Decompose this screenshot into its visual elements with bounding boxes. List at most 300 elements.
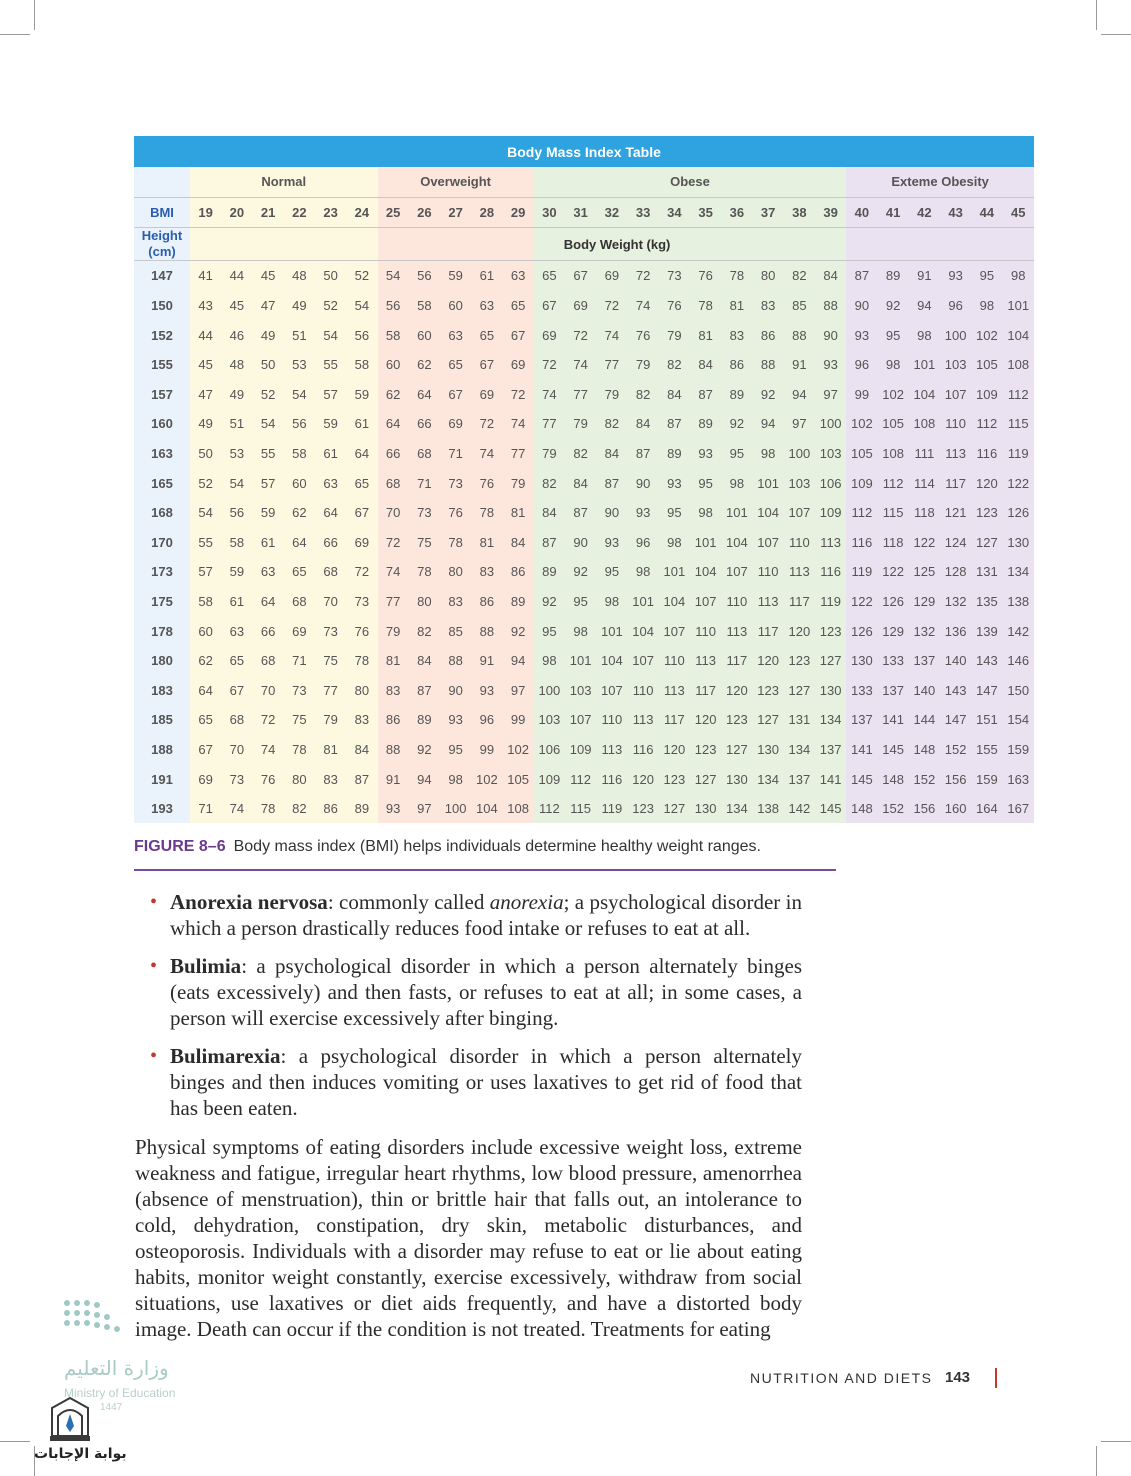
- bmi-value: 23: [315, 197, 346, 228]
- weight-cell: 65: [346, 468, 377, 498]
- weight-cell: 93: [596, 528, 627, 558]
- weight-cell: 148: [878, 764, 909, 794]
- weight-cell: 82: [596, 409, 627, 439]
- weight-cell: 101: [721, 498, 752, 528]
- weight-cell: 154: [1003, 705, 1035, 735]
- weight-cell: 117: [690, 676, 721, 706]
- weight-cell: 138: [1003, 587, 1035, 617]
- weight-cell: 45: [190, 350, 221, 380]
- weight-cell: 89: [409, 705, 440, 735]
- weight-cell: 159: [971, 764, 1002, 794]
- weight-cell: 102: [846, 409, 877, 439]
- weight-cell: 104: [596, 646, 627, 676]
- height-value: 180: [134, 646, 190, 676]
- bmi-value: 42: [909, 197, 940, 228]
- weight-cell: 73: [315, 616, 346, 646]
- weight-cell: 74: [565, 350, 596, 380]
- weight-cell: 84: [346, 735, 377, 765]
- weight-cell: 77: [315, 676, 346, 706]
- weight-cell: 135: [971, 587, 1002, 617]
- weight-cell: 127: [815, 646, 846, 676]
- list-item: [150, 953, 802, 1031]
- weight-cell: 69: [503, 350, 534, 380]
- weight-cell: 79: [315, 705, 346, 735]
- units-row: [134, 228, 1034, 261]
- weight-cell: 122: [1003, 468, 1035, 498]
- table-title: Body Mass Index Table: [134, 136, 1034, 167]
- weight-cell: 78: [284, 735, 315, 765]
- weight-cell: 99: [503, 705, 534, 735]
- bullet-icon: •: [150, 891, 158, 913]
- weight-cell: 78: [409, 557, 440, 587]
- crop-mark: [1101, 1441, 1131, 1442]
- weight-cell: 71: [440, 439, 471, 469]
- weight-cell: 109: [815, 498, 846, 528]
- weight-cell: 127: [690, 764, 721, 794]
- weight-cell: 98: [721, 468, 752, 498]
- weight-cell: 55: [190, 528, 221, 558]
- weight-cell: 47: [190, 380, 221, 410]
- weight-cell: 59: [253, 498, 284, 528]
- weight-cell: 58: [221, 528, 252, 558]
- weight-cell: 67: [346, 498, 377, 528]
- weight-cell: 88: [784, 320, 815, 350]
- weight-cell: 61: [221, 587, 252, 617]
- weight-cell: 93: [815, 350, 846, 380]
- weight-cell: 69: [471, 380, 502, 410]
- weight-cell: 69: [190, 764, 221, 794]
- weight-cell: 95: [659, 498, 690, 528]
- weight-cell: 117: [659, 705, 690, 735]
- weight-cell: 89: [721, 380, 752, 410]
- weight-cell: 54: [378, 261, 409, 291]
- weight-cell: 66: [409, 409, 440, 439]
- bmi-row: [134, 197, 1034, 228]
- weight-cell: 107: [753, 528, 784, 558]
- caption-text: Body mass index (BMI) helps individuals determine healthy weight ranges.: [233, 838, 761, 855]
- weight-cell: 118: [878, 528, 909, 558]
- weight-cell: 83: [753, 291, 784, 321]
- weight-cell: 122: [878, 557, 909, 587]
- category-normal: Normal: [190, 167, 378, 197]
- table-row: [134, 498, 1034, 528]
- bmi-value: 39: [815, 197, 846, 228]
- weight-cell: 100: [440, 794, 471, 824]
- weight-cell: 120: [784, 616, 815, 646]
- bmi-value: 29: [503, 197, 534, 228]
- weight-cell: 70: [221, 735, 252, 765]
- weight-cell: 68: [378, 468, 409, 498]
- weight-cell: 67: [190, 735, 221, 765]
- weight-cell: 63: [253, 557, 284, 587]
- weight-cell: 120: [659, 735, 690, 765]
- weight-cell: 80: [346, 676, 377, 706]
- weight-cell: 115: [1003, 409, 1035, 439]
- weight-cell: 143: [971, 646, 1002, 676]
- weight-cell: 45: [253, 261, 284, 291]
- weight-cell: 69: [596, 261, 627, 291]
- weight-cell: 110: [721, 587, 752, 617]
- weight-cell: 121: [940, 498, 971, 528]
- weight-cell: 127: [659, 794, 690, 824]
- weight-cell: 73: [659, 261, 690, 291]
- weight-cell: 81: [503, 498, 534, 528]
- weight-cell: 74: [503, 409, 534, 439]
- weight-cell: 82: [284, 794, 315, 824]
- weight-cell: 120: [721, 676, 752, 706]
- bmi-table: [134, 136, 1034, 823]
- weight-cell: 77: [565, 380, 596, 410]
- weight-cell: 93: [440, 705, 471, 735]
- weight-cell: 87: [596, 468, 627, 498]
- bmi-value: 43: [940, 197, 971, 228]
- weight-cell: 119: [846, 557, 877, 587]
- crop-mark: [34, 0, 35, 30]
- weight-cell: 129: [878, 616, 909, 646]
- crop-mark: [0, 1441, 30, 1442]
- weight-cell: 95: [721, 439, 752, 469]
- definition-text: ; a psychological disorder in which a person drastically reduces food intake or refuses to eat at all.: [170, 890, 803, 940]
- weight-cell: 50: [190, 439, 221, 469]
- weight-cell: 109: [971, 380, 1002, 410]
- weight-cell: 76: [253, 764, 284, 794]
- weight-cell: 87: [659, 409, 690, 439]
- weight-cell: 67: [534, 291, 565, 321]
- weight-cell: 151: [971, 705, 1002, 735]
- table-row: [134, 764, 1034, 794]
- weight-cell: 69: [284, 616, 315, 646]
- weight-cell: 108: [1003, 350, 1035, 380]
- category-obese: Obese: [534, 167, 847, 197]
- weight-cell: 101: [565, 646, 596, 676]
- weight-cell: 93: [940, 261, 971, 291]
- weight-cell: 87: [846, 261, 877, 291]
- weight-cell: 113: [659, 676, 690, 706]
- weight-cell: 81: [378, 646, 409, 676]
- table-row: [134, 320, 1034, 350]
- height-value: 147: [134, 261, 190, 291]
- weight-cell: 63: [503, 261, 534, 291]
- weight-cell: 53: [221, 439, 252, 469]
- weight-cell: 98: [440, 764, 471, 794]
- weight-cell: 112: [1003, 380, 1035, 410]
- weight-cell: 88: [378, 735, 409, 765]
- weight-cell: 99: [471, 735, 502, 765]
- weight-cell: 107: [690, 587, 721, 617]
- weight-cell: 103: [565, 676, 596, 706]
- bullet-icon: •: [150, 1045, 158, 1067]
- bmi-value: 25: [378, 197, 409, 228]
- weight-cell: 98: [534, 646, 565, 676]
- weight-cell: 82: [409, 616, 440, 646]
- weight-cell: 141: [815, 764, 846, 794]
- table-row: [134, 291, 1034, 321]
- weight-cell: 77: [503, 439, 534, 469]
- weight-cell: 56: [284, 409, 315, 439]
- weight-cell: 107: [659, 616, 690, 646]
- weight-cell: 83: [315, 764, 346, 794]
- weight-cell: 73: [440, 468, 471, 498]
- weight-cell: 77: [378, 587, 409, 617]
- weight-cell: 49: [253, 320, 284, 350]
- weight-cell: 123: [971, 498, 1002, 528]
- weight-cell: 77: [596, 350, 627, 380]
- weight-cell: 73: [346, 587, 377, 617]
- weight-cell: 142: [784, 794, 815, 824]
- emphasis-text: anorexia: [489, 890, 564, 914]
- weight-cell: 120: [690, 705, 721, 735]
- weight-cell: 134: [1003, 557, 1035, 587]
- weight-cell: 79: [659, 320, 690, 350]
- weight-cell: 116: [596, 764, 627, 794]
- weight-cell: 84: [659, 380, 690, 410]
- weight-cell: 126: [846, 616, 877, 646]
- bmi-value: 31: [565, 197, 596, 228]
- weight-cell: 62: [284, 498, 315, 528]
- weight-cell: 63: [440, 320, 471, 350]
- weight-cell: 137: [909, 646, 940, 676]
- weight-cell: 81: [690, 320, 721, 350]
- weight-cell: 104: [753, 498, 784, 528]
- weight-cell: 123: [784, 646, 815, 676]
- weight-cell: 110: [753, 557, 784, 587]
- weight-cell: 107: [721, 557, 752, 587]
- weight-cell: 98: [753, 439, 784, 469]
- weight-cell: 51: [284, 320, 315, 350]
- weight-cell: 54: [315, 320, 346, 350]
- weight-cell: 106: [815, 468, 846, 498]
- weight-cell: 86: [471, 587, 502, 617]
- table-row: [134, 735, 1034, 765]
- weight-cell: 123: [815, 616, 846, 646]
- weight-cell: 61: [253, 528, 284, 558]
- weight-cell: 44: [190, 320, 221, 350]
- category-row: [134, 167, 1034, 197]
- weight-cell: 100: [815, 409, 846, 439]
- weight-cell: 74: [471, 439, 502, 469]
- category-label-blank: [134, 167, 190, 197]
- weight-cell: 95: [878, 320, 909, 350]
- weight-cell: 41: [190, 261, 221, 291]
- weight-cell: 118: [909, 498, 940, 528]
- weight-cell: 112: [971, 409, 1002, 439]
- weight-cell: 51: [221, 409, 252, 439]
- weight-cell: 58: [409, 291, 440, 321]
- bullet-icon: •: [150, 955, 158, 977]
- weight-cell: 96: [628, 528, 659, 558]
- weight-cell: 147: [971, 676, 1002, 706]
- weight-cell: 98: [971, 291, 1002, 321]
- weight-cell: 60: [378, 350, 409, 380]
- weight-cell: 50: [315, 261, 346, 291]
- bmi-table-figure: [134, 136, 1034, 823]
- weight-cell: 100: [940, 320, 971, 350]
- crop-mark: [0, 34, 30, 35]
- weight-cell: 107: [940, 380, 971, 410]
- weight-cell: 83: [378, 676, 409, 706]
- weight-cell: 113: [690, 646, 721, 676]
- weight-cell: 56: [378, 291, 409, 321]
- weight-cell: 148: [909, 735, 940, 765]
- weight-cell: 108: [503, 794, 534, 824]
- weight-cell: 110: [659, 646, 690, 676]
- weight-cell: 78: [471, 498, 502, 528]
- weight-cell: 108: [878, 439, 909, 469]
- weight-cell: 82: [784, 261, 815, 291]
- weight-cell: 65: [503, 291, 534, 321]
- bmi-value: 32: [596, 197, 627, 228]
- weight-cell: 114: [909, 468, 940, 498]
- weight-cell: 102: [878, 380, 909, 410]
- height-value: 155: [134, 350, 190, 380]
- site-logo-icon: [48, 1396, 92, 1444]
- weight-cell: 117: [940, 468, 971, 498]
- bmi-value: 28: [471, 197, 502, 228]
- weight-cell: 91: [909, 261, 940, 291]
- weight-cell: 57: [190, 557, 221, 587]
- height-value: 191: [134, 764, 190, 794]
- weight-cell: 98: [878, 350, 909, 380]
- weight-cell: 94: [503, 646, 534, 676]
- weight-cell: 68: [284, 587, 315, 617]
- bmi-value: 33: [628, 197, 659, 228]
- weight-cell: 63: [471, 291, 502, 321]
- weight-cell: 140: [940, 646, 971, 676]
- weight-cell: 141: [846, 735, 877, 765]
- weight-cell: 96: [846, 350, 877, 380]
- weight-cell: 86: [753, 320, 784, 350]
- weight-cell: 106: [534, 735, 565, 765]
- weight-cell: 49: [284, 291, 315, 321]
- weight-cell: 49: [221, 380, 252, 410]
- weight-cell: 113: [815, 528, 846, 558]
- weight-cell: 137: [846, 705, 877, 735]
- weight-cell: 164: [971, 794, 1002, 824]
- weight-cell: 103: [940, 350, 971, 380]
- weight-cell: 130: [690, 794, 721, 824]
- weight-cell: 119: [1003, 439, 1035, 469]
- weight-cell: 72: [534, 350, 565, 380]
- weight-cell: 127: [971, 528, 1002, 558]
- weight-cell: 92: [753, 380, 784, 410]
- weight-cell: 88: [753, 350, 784, 380]
- weight-cell: 90: [440, 676, 471, 706]
- weight-cell: 57: [315, 380, 346, 410]
- weight-cell: 77: [534, 409, 565, 439]
- weight-cell: 89: [878, 261, 909, 291]
- weight-cell: 60: [440, 291, 471, 321]
- weight-cell: 83: [346, 705, 377, 735]
- weight-cell: 95: [565, 587, 596, 617]
- table-row: [134, 350, 1034, 380]
- bmi-value: 27: [440, 197, 471, 228]
- weight-cell: 130: [753, 735, 784, 765]
- weight-cell: 105: [878, 409, 909, 439]
- weight-cell: 109: [846, 468, 877, 498]
- weight-cell: 120: [971, 468, 1002, 498]
- weight-cell: 133: [878, 646, 909, 676]
- weight-cell: 61: [315, 439, 346, 469]
- weight-cell: 117: [784, 587, 815, 617]
- weight-cell: 69: [534, 320, 565, 350]
- weight-cell: 71: [284, 646, 315, 676]
- weight-cell: 94: [784, 380, 815, 410]
- weight-cell: 142: [1003, 616, 1035, 646]
- weight-cell: 134: [784, 735, 815, 765]
- weight-cell: 103: [815, 439, 846, 469]
- weight-cell: 68: [409, 439, 440, 469]
- weight-cell: 63: [221, 616, 252, 646]
- weight-cell: 116: [815, 557, 846, 587]
- weight-cell: 76: [471, 468, 502, 498]
- weight-cell: 84: [815, 261, 846, 291]
- weight-cell: 83: [721, 320, 752, 350]
- weight-cell: 49: [190, 409, 221, 439]
- table-row: [134, 705, 1034, 735]
- weight-cell: 98: [690, 498, 721, 528]
- ministry-english-text: Ministry of Education: [64, 1386, 176, 1400]
- weight-cell: 56: [346, 320, 377, 350]
- weight-cell: 139: [971, 616, 1002, 646]
- crop-mark: [1096, 0, 1097, 30]
- weight-cell: 69: [346, 528, 377, 558]
- weight-cell: 126: [1003, 498, 1035, 528]
- bmi-value: 37: [753, 197, 784, 228]
- weight-cell: 146: [1003, 646, 1035, 676]
- ministry-arabic-text: وزارة التعليم: [64, 1356, 169, 1380]
- weight-cell: 67: [565, 261, 596, 291]
- bmi-value: 30: [534, 197, 565, 228]
- bmi-value: 35: [690, 197, 721, 228]
- weight-cell: 152: [940, 735, 971, 765]
- height-value: 175: [134, 587, 190, 617]
- weight-cell: 75: [315, 646, 346, 676]
- weight-cell: 48: [221, 350, 252, 380]
- weight-cell: 133: [846, 676, 877, 706]
- term: Bulimia: [170, 954, 242, 978]
- weight-cell: 104: [690, 557, 721, 587]
- weight-cell: 48: [284, 261, 315, 291]
- weight-cell: 65: [284, 557, 315, 587]
- weight-cell: 113: [628, 705, 659, 735]
- weight-cell: 131: [971, 557, 1002, 587]
- weight-cell: 94: [753, 409, 784, 439]
- height-value: 163: [134, 439, 190, 469]
- table-row: [134, 409, 1034, 439]
- height-value: 150: [134, 291, 190, 321]
- weight-cell: 137: [878, 676, 909, 706]
- weight-cell: 52: [315, 291, 346, 321]
- weight-cell: 102: [971, 320, 1002, 350]
- weight-cell: 59: [221, 557, 252, 587]
- weight-cell: 60: [284, 468, 315, 498]
- bmi-value: 40: [846, 197, 877, 228]
- weight-cell: 115: [878, 498, 909, 528]
- weight-cell: 78: [690, 291, 721, 321]
- weight-cell: 53: [284, 350, 315, 380]
- bmi-value: 34: [659, 197, 690, 228]
- weight-cell: 70: [253, 676, 284, 706]
- weight-cell: 128: [940, 557, 971, 587]
- weight-cell: 127: [753, 705, 784, 735]
- weight-cell: 63: [315, 468, 346, 498]
- weight-cell: 97: [503, 676, 534, 706]
- weight-cell: 75: [409, 528, 440, 558]
- weight-cell: 130: [846, 646, 877, 676]
- weight-cell: 78: [346, 646, 377, 676]
- weight-cell: 87: [628, 439, 659, 469]
- bmi-value: 20: [221, 197, 252, 228]
